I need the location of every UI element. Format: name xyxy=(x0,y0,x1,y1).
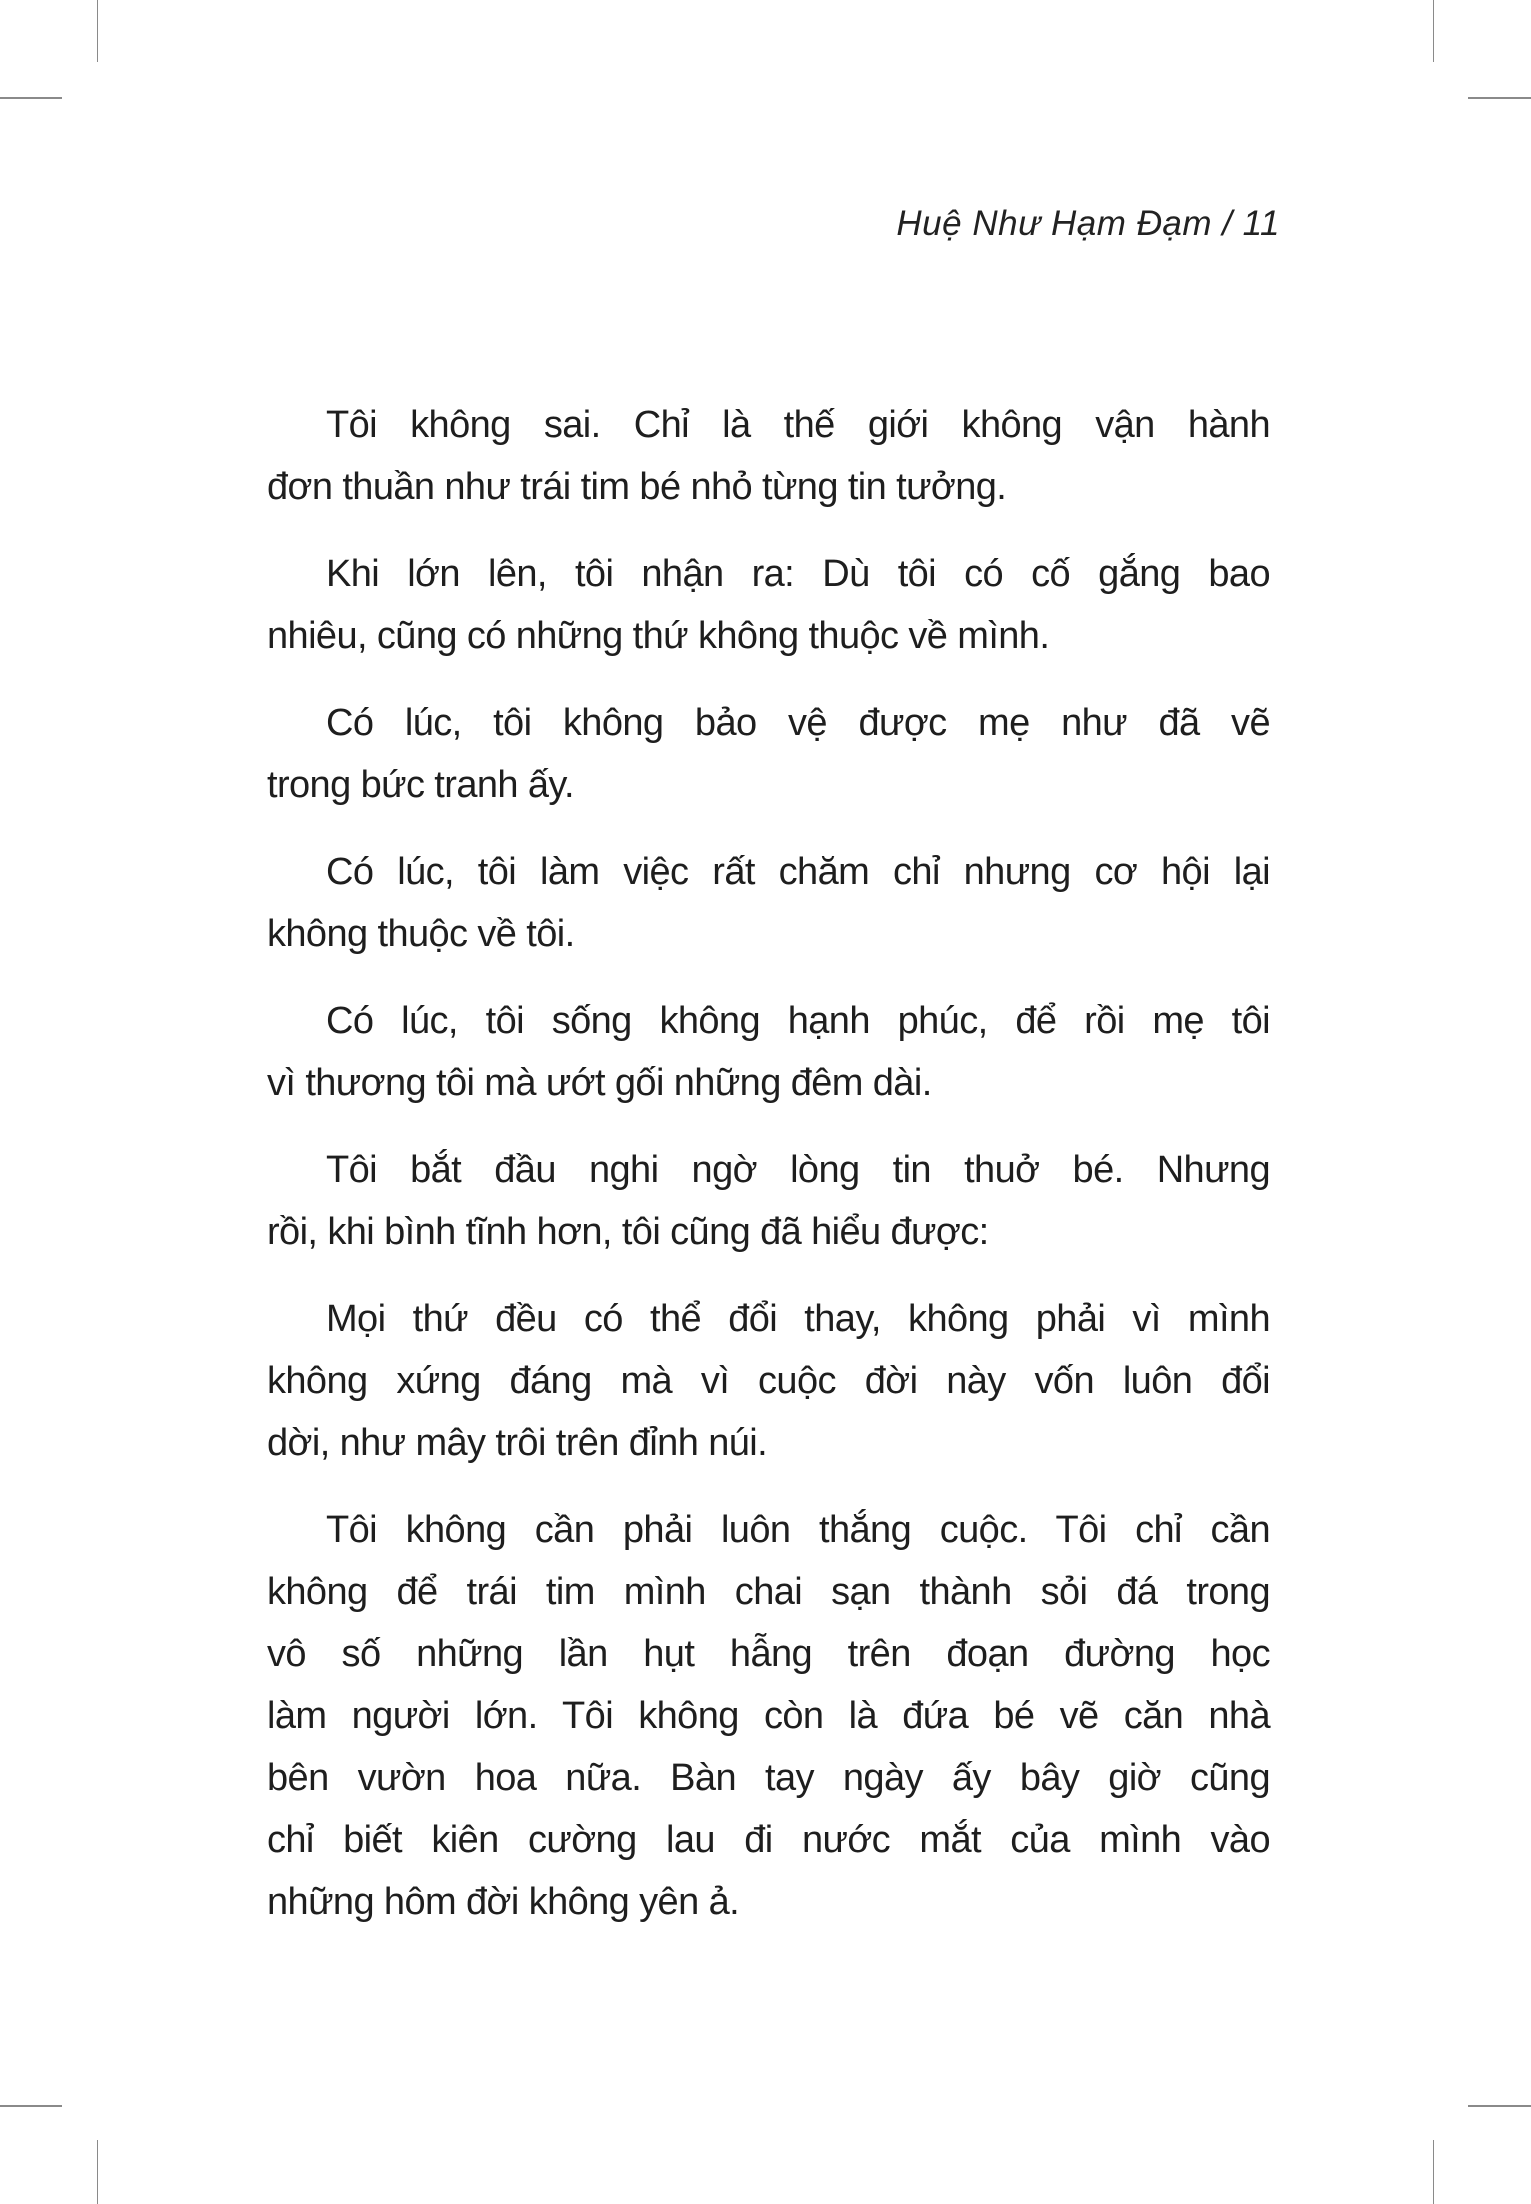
crop-mark-bottom-left-vertical xyxy=(97,2140,98,2204)
paragraph xyxy=(267,546,1270,670)
text-line: không xứng đáng mà vì cuộc đời này vốn luôn đổi xyxy=(267,1360,1270,1402)
text-line: nhiêu, cũng có những thứ không thuộc về mình. xyxy=(267,615,1050,657)
paragraph xyxy=(267,993,1270,1117)
text-line: Có lúc, tôi không bảo vệ được mẹ như đã vẽ xyxy=(326,702,1270,744)
paragraph xyxy=(267,695,1270,819)
text-line: Tôi bắt đầu nghi ngờ lòng tin thuở bé. Nhưng xyxy=(326,1149,1270,1191)
text-line: Mọi thứ đều có thể đổi thay, không phải vì mình xyxy=(326,1298,1270,1340)
crop-mark-bottom-left-horizontal xyxy=(0,2105,62,2107)
text-line: vì thương tôi mà ướt gối những đêm dài. xyxy=(267,1062,932,1104)
body-text xyxy=(267,397,1270,1961)
crop-mark-top-left-vertical xyxy=(97,0,98,62)
text-line: không thuộc về tôi. xyxy=(267,913,575,955)
text-line: vô số những lần hụt hẫng trên đoạn đường học xyxy=(267,1633,1270,1675)
text-line: dời, như mây trôi trên đỉnh núi. xyxy=(267,1422,768,1464)
crop-mark-bottom-right-horizontal xyxy=(1468,2105,1531,2107)
text-line: chỉ biết kiên cường lau đi nước mắt của mình vào xyxy=(267,1819,1270,1861)
running-header: Huệ Như Hạm Đạm / 11 xyxy=(896,204,1280,243)
paragraph xyxy=(267,1502,1270,1936)
crop-mark-top-left-horizontal xyxy=(0,97,62,99)
text-line: rồi, khi bình tĩnh hơn, tôi cũng đã hiểu được: xyxy=(267,1211,989,1253)
text-line: Có lúc, tôi sống không hạnh phúc, để rồi mẹ tôi xyxy=(326,1000,1270,1042)
text-line: những hôm đời không yên ả. xyxy=(267,1881,740,1923)
crop-mark-top-right-vertical xyxy=(1433,0,1434,62)
text-line: làm người lớn. Tôi không còn là đứa bé vẽ căn nhà xyxy=(267,1695,1270,1737)
paragraph xyxy=(267,397,1270,521)
text-line: Có lúc, tôi làm việc rất chăm chỉ nhưng cơ hội lại xyxy=(326,851,1270,893)
text-line: bên vườn hoa nữa. Bàn tay ngày ấy bây giờ cũng xyxy=(267,1757,1270,1799)
paragraph xyxy=(267,1291,1270,1477)
text-line: Tôi không sai. Chỉ là thế giới không vận hành xyxy=(326,404,1270,446)
crop-mark-top-right-horizontal xyxy=(1468,97,1531,99)
text-line: Khi lớn lên, tôi nhận ra: Dù tôi có cố gắng bao xyxy=(326,553,1270,595)
crop-mark-bottom-right-vertical xyxy=(1433,2140,1434,2204)
text-line: không để trái tim mình chai sạn thành sỏi đá trong xyxy=(267,1571,1270,1613)
text-line: Tôi không cần phải luôn thắng cuộc. Tôi chỉ cần xyxy=(326,1509,1270,1551)
paragraph xyxy=(267,1142,1270,1266)
paragraph xyxy=(267,844,1270,968)
text-line: trong bức tranh ấy. xyxy=(267,764,574,806)
text-line: đơn thuần như trái tim bé nhỏ từng tin tưởng. xyxy=(267,466,1007,508)
